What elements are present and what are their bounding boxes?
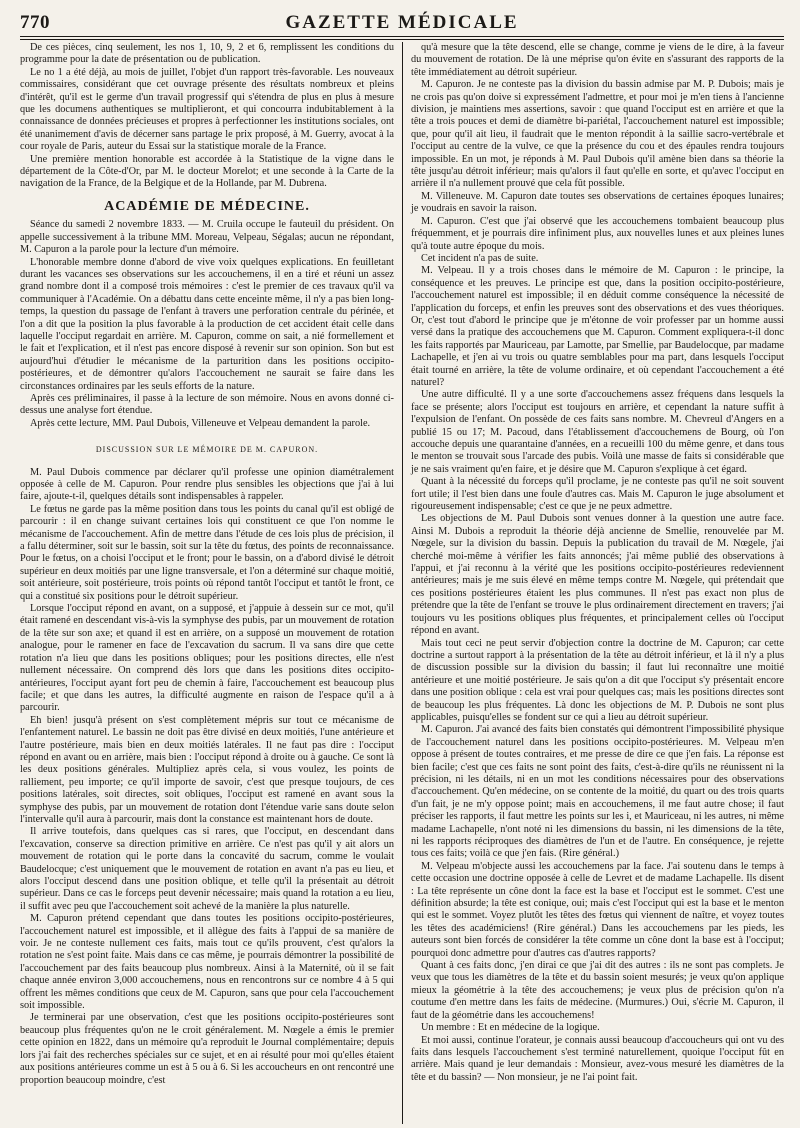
section-subtitle: DISCUSSION SUR LE MÉMOIRE DE M. CAPURON. bbox=[95, 445, 319, 455]
paragraph: M. Capuron. Je ne conteste pas la division du bassin admise par M. P. Dubois; mais je ne crois pas qu'on doive si expressément l'admettre, et pour moi je m'en tiens à l'ancienne division, je maintiens mes assertions, savoir : que quand l'occiput est en arrière et que la tête a trois pouces et demi de diamètre bi-pariétal, l'accouchement naturel est impossible; que, pour qu'il ait lieu, il faudrait que le menton répondit à la saillie sacro-vertébrale et l'occiput au centre de la vulve, ce que la présence du cou et des épaules rendra toujours impossible. En un mot, je réponds à M. Paul Dubois qu'il amène bien dans sa théorie la tête jusqu'au détroit inférieur; mais qu'alors il faut qu'elle en sorte, et qu'avec l'occiput en arrière il n'a nullement prouvé que cela fût possible. bbox=[411, 79, 784, 190]
header-rule bbox=[20, 36, 784, 40]
paragraph: Lorsque l'occiput répond en avant, on a supposé, et j'appuie à dessein sur ce mot, qu'il était ramené en descendant vis-à-vis la symphyse des pubis, par un mouvement de rotation de la tête sur son axe; et quand il est en arrière, on a supposé un mouvement de rotation analogue, pour le ramener en face de l'excavation du sacrum. Il va sans dire que cette rotation n'a lieu que dans les positions obliques; pour les positions directes, elle n'est nullement nécessaire. On comprend dès lors que dans les positions dites occipito-antérieures, l'occiput ayant fort peu de chemin à faire, l'accouchement est beaucoup plus facile; et que dans les autres, la difficulté augmente en raison de l'espace qu'il a à parcourir. bbox=[20, 603, 394, 714]
page-number: 770 bbox=[20, 12, 50, 33]
paragraph: M. Capuron. C'est que j'ai observé que les accouchemens tombaient beaucoup plus fréquemment, et je pourrais dire infiniment plus, aux nouvelles lunes et aux pleines lunes qu'à toute autre époque du mois. bbox=[411, 215, 784, 252]
paragraph: Cet incident n'a pas de suite. bbox=[421, 252, 539, 264]
paragraph: Quant à ces faits donc, j'en dirai ce que j'ai dit des autres : ils ne sont pas complets. Je veux que tous les diamètres de la tête et du bassin soient mesurés; je veux qu'on applique mieux la géométrie à la tête des accouchemens; je veux plus de précision qu'on n'a coutume d'en mettre dans les faits de médecine. (Murmures.) Oui, s'écrie M. Capuron, il faut de la géométrie dans les accouchemens! bbox=[411, 960, 784, 1021]
paragraph: Mais tout ceci ne peut servir d'objection contre la doctrine de M. Capuron; car cette doctrine a surtout rapport à la présentation de la tête au détroit inférieur, et là il n'y a plus de discussion possible sur la division du bassin; il faut lui reconnaître une moitié antérieure et une moitié postérieure. Je sais qu'on a dit que l'occiput s'y présentait encore dans une position oblique : cela est vrai pour quelques cas; mais les positions directes sont de beaucoup les plus fréquentes. Là donc les objections de M. P. Dubois ne sont plus applicables, puisqu'elles se fondent sur ce qui a lieu au détroit supérieur. bbox=[411, 637, 784, 723]
paragraph: Après cette lecture, MM. Paul Dubois, Villeneuve et Velpeau demandent la parole. bbox=[30, 417, 371, 429]
masthead-title: GAZETTE MÉDICALE bbox=[285, 12, 519, 33]
paragraph: Séance du samedi 2 novembre 1833. — M. Cruila occupe le fauteuil du président. On appelle successivement à la tribune MM. Moreau, Velpeau, Ségalas; aucun ne répondant, M. Capuron a la parole pour la lecture d'un mémoire. bbox=[20, 219, 394, 256]
paragraph: Une première mention honorable est accordée à la Statistique de la vigne dans le département de la Côte-d'Or, par M. le docteur Morelot; et une seconde à la Carte de la navigation de la France, de la Belgique et de la Hollande, par M. Dubrena. bbox=[20, 153, 394, 190]
paragraph: Une autre difficulté. Il y a une sorte d'accouchemens assez fréquens dans lesquels la face se présente; alors l'occiput est toujours en arrière, et cependant la nature suffit à l'expulsion de l'enfant. On possède de ces faits sans nombre. M. Chevreul d'Angers en a publié 15 ou 17; M. Pacoud, dans l'établissement d'accouchemens de Bourg, où l'on accouche depuis une quarantaine d'années, en a recueilli 100 du même genre, et dans tous le menton se trouvait sous l'arcade des pubis. Voilà une masse de faits si considérable que je ne sais vraiment qu'en faire, et je désire que M. Capuron s'explique à cet égard. bbox=[411, 389, 784, 475]
paragraph: Eh bien! jusqu'à présent on s'est complètement mépris sur tout ce mécanisme de l'enfantement naturel. Le bassin ne doit pas être divisé en deux moitiés, l'une antérieure et l'autre postérieure, mais bien en deux moitiés latérales. Il ne faut pas dire : l'occiput répond en avant ou en arrière, mais bien : l'occiput répond à droite ou à gauche. Ce sont là les deux positions générales. Multipliez après cela, si vous voulez, les points de ralliement, peu importe; ce qu'il importe de savoir, c'est que presque toujours, de ces positions latérales, soit directes, soit obliques, l'occiput est ramené en avant sous la symphyse des pubis, par un mouvement de rotation dont l'étendue varie sans doute selon l'intervalle qu'il aura à parcourir, mais dont la constance est maintenant hors de doute. bbox=[20, 714, 394, 825]
paragraph: Le no 1 a été déjà, au mois de juillet, l'objet d'un rapport très-favorable. Les nouveaux commissaires, considérant que cet ouvrage présente des résultats nombreux et pleins d'intérêt, qu'il est le germe d'un travail progressif qui s'étendra de plus en plus à mesure que les documens authentiques se multiplieront, et qui concourra indubitablement à la connaissance de données précieuses et propres à perfectionner les institutions sociales, ont été unanimement d'avis de décerner sans partage le prix proposé, à M. Guerry, avocat à la cour royale de Paris, auteur du Essai sur la statistique morale de la France. bbox=[20, 66, 394, 153]
page-header bbox=[20, 0, 784, 34]
paragraph: L'honorable membre donne d'abord de vive voix quelques explications. En feuilletant durant les vacances ses observations sur les accouchemens, il en a tiré et réuni un assez grand nombre dont il a composé trois mémoires : c'est le premier de ces travaux qu'il va communiquer à l'Académie. On a débattu dans cette enceinte même, il n'y a pas bien long-temps, la question du passage de l'enfant à travers une perforation centrale du périnée, et l'on a dit que la position la plus favorable à la production de cet accident était celle dans laquelle l'occiput regardait en arrière. M. Capuron, comme on sait, a nié formellement et le fait et l'explication, et il n'est pas encore disposé à revenir sur son opinion. Son but est aujourd'hui d'étudier le mécanisme de la parturition dans les positions occipito-postérieures, et de démontrer qu'alors l'accouchement ne saurait se faire dans les circonstances ordinaires par les seuls efforts de la nature. bbox=[20, 256, 394, 392]
left-column bbox=[20, 42, 402, 1124]
paragraph: Et moi aussi, continue l'orateur, je connais aussi beaucoup d'accoucheurs qui ont vu des faits dans lesquels l'accouchement s'est terminé naturellement, quoique l'occiput fût en arrière. Mais quand je leur demandais : Monsieur, avez-vous mesuré les diamètres de la tête et du bassin? — Non monsieur, je ne l'ai point fait. bbox=[411, 1034, 784, 1083]
paragraph: Les objections de M. Paul Dubois sont venues donner à la question une autre face. Ainsi M. Dubois a reproduit la théorie déjà ancienne de Smellie, renouvelée par M. Nœgele, sur la division du bassin. Depuis la publication du travail de M. Nœgele, j'ai cherché moi-même à vérifier les faits annoncés; j'ai même publié des observations à l'appui, et j'ai reconnu à la vérité que les positions occipito-postérieures redeviennent antérieures; mais je me suis élevé en même temps contre M. Nœgele, qui prétendait que ces positions postérieures étaient les plus communes. Il n'est pas exact non plus de prétendre que la tête de l'enfant se trouve le plus ordinairement directement en travers; j'ai toujours vu les positions obliques plus fréquentes, et principalement celles où l'occiput répond en avant. bbox=[411, 513, 784, 637]
paragraph: Après ces préliminaires, il passe à la lecture de son mémoire. Nous en avons donné ci-dessus une analyse fort étendue. bbox=[20, 392, 394, 417]
paragraph: Il arrive toutefois, dans quelques cas si rares, que l'occiput, en descendant dans l'excavation, conserve sa direction primitive en arrière. Ce n'est pas qu'il y ait alors un mouvement de rotation qui le porte dans la concavité du sacrum, comme le voulait Baudelocque; c'est uniquement que le mouvement de rotation en avant n'a pas eu lieu, et alors l'occiput descend dans une position oblique, et telle qu'il la présentait au détroit supérieur. Dans ce cas le forceps peut devenir nécessaire; mais quand la rotation a eu lieu, il suffit avec peu que l'accouchement soit achevé de la manière la plus naturelle. bbox=[20, 826, 394, 912]
text-columns bbox=[20, 42, 784, 1124]
section-title: ACADÉMIE DE MÉDECINE. bbox=[104, 198, 310, 214]
paragraph: Quant à la nécessité du forceps qu'il proclame, je ne conteste pas qu'il ne soit souvent fort utile; il l'est bien dans une foule d'autres cas. Mais M. Capuron le juge absolument et rigoureusement indispensable; c'est ce que je ne peux admettre. bbox=[411, 476, 784, 513]
paragraph: Un membre : Et en médecine de la logique. bbox=[421, 1022, 600, 1034]
paragraph: M. Paul Dubois commence par déclarer qu'il professe une opinion diamétralement opposée à celle de M. Capuron. Pour rendre plus sensibles les objections que j'ai à lui faire, ajoute-t-il, quelques détails sont indispensables à rappeler. bbox=[20, 466, 394, 503]
right-column bbox=[402, 42, 784, 1124]
paragraph: qu'à mesure que la tête descend, elle se change, comme je viens de le dire, à la faveur du mouvement de rotation. De là une méprise qu'on évite en s'assurant des rapports de la tête immédiatement au détroit supérieur. bbox=[411, 42, 784, 78]
paragraph: Le fœtus ne garde pas la même position dans tous les points du canal qu'il est obligé de parcourir : il en change suivant certaines lois qui constituent ce que l'on nomme le mécanisme de l'accouchement. Afin de mettre dans l'étude de ces lois plus de précision, il a fallu déterminer, soit sur le bassin, soit sur la tête du fœtus, des points de reconnaissance. Pour le fœtus, on a choisi l'occiput et le front; pour le bassin, on a d'abord divisé le détroit supérieur en deux moitiés par une ligne transversale, et l'on a déterminé sur chaque moitié, soit antérieure, soit postérieure, trois points où répond tantôt l'occiput et tantôt le front, ce qui a constitué six positions pour le détroit supérieur. bbox=[20, 503, 394, 602]
paragraph: M. Velpeau m'objecte aussi les accouchemens par la face. J'ai soutenu dans le temps à cette occasion une doctrine opposée à celle de Levret et de madame Lachapelle. Ils disent : La tête représente un cône dont la face est la base et l'occiput est le sommet. C'est une définition absurde; la tête est conique, oui; mais c'est l'occiput qui est la base et le menton qui est le sommet. Voyez plutôt les têtes des fœtus qui viennent de naître, et voyez toutes les têtes des académiciens! (Rire général.) Dans les accouchemens par les pieds, les auteurs sont bien forcés de considérer la tête comme un cône dont la base est à l'occiput; pourquoi donc admettre pour d'autres cas d'autres rapports? bbox=[411, 860, 784, 959]
paragraph: M. Capuron prétend cependant que dans toutes les positions occipito-postérieures, l'accouchement naturel est impossible, et il allègue des faits à l'appui de sa manière de voir. Je ne conteste nullement ces faits, mais tout ce qu'ils prouvent, c'est qu'alors la rotation ne s'est point faite. Mais dans ce cas même, je pourrais démontrer la possibilité de l'accouchement par des faits beaucoup plus nombreux. Ainsi à la Maternité, où il se fait chaque année environ 3,000 accouchemens, nous en rencontrons sur ce nombre 4 à 5 qui offrent les mêmes conditions que ceux de M. Capuron, sans que pour cela l'accouchement soit impossible. bbox=[20, 913, 394, 1012]
paragraph: De ces pièces, cinq seulement, les nos 1, 10, 9, 2 et 6, remplissent les conditions du programme pour la date de présentation ou de publication. bbox=[20, 42, 394, 66]
paragraph: Je terminerai par une observation, c'est que les positions occipito-postérieures sont beaucoup plus fréquentes qu'on ne le croit généralement. M. Nœgele a émis le premier cette opinion en 1822, dans un mémoire qu'a reproduit le Journal complémentaire; depuis lors j'ai fait des recherches spéciales sur ce sujet, et en ai résulté pour moi qu'elles étaient aux positions antérieures comme un est à 5 ou à 6. Si les accoucheurs en ont rencontré une proportion beaucoup moindre, c'est bbox=[20, 1012, 394, 1086]
paragraph: M. Capuron. J'ai avancé des faits bien constatés qui démontrent l'impossibilité physique de l'accouchement naturel dans les positions occipito-postérieures. M. Velpeau m'en oppose à présent de toutes contraires, et me presse de dire ce que j'en fais. La réponse est bien facile; c'est que ces faits ne sont point des faits, c'est-à-dire qu'ils ne réunissent ni la précision, ni les détails, ni en un mot les conditions nécessaires pour des observations d'accouchement. Qu'en médecine, on se contente de la moitié, du quart ou des trois quarts d'un fait, je ne m'y oppose point; mais en accouchemens, il me faut autre chose; il faut préciser les rapports, il faut mettre les points sur les i, et Mauriceau, ni les autres, ni même madame Lachapelle, n'ont noté ni les dimensions du bassin, ni les dimensions de la tête, ni les rapports réciproques des diamètres de l'un et de l'autre. En conséquence, je rejette tous ces faits; voilà ce que j'en fais. (Rire général.) bbox=[411, 724, 784, 860]
paragraph: M. Velpeau. Il y a trois choses dans le mémoire de M. Capuron : le principe, la conséquence et les preuves. Le principe est que, dans la position occipito-postérieure, l'accouchement naturel est impossible; il en déduit comme conséquence la nécessité de l'application du forceps, et enfin les preuves sont des observations et des vues théoriques. Or, c'est tout d'abord le principe que je m'étonne de voir professer par un homme aussi versé dans la pratique des accouchemens que M. Capuron. Comment expliquera-t-il donc les faits rapportés par Mauriceau, par Lamotte, par Smellie, par Baudelocque, par madame Lachapelle, et j'en ai vu trois ou quatre semblables pour ma part, dans lesquels l'occiput était tourné en arrière, la tête de volume ordinaire, et où cependant l'accouchement a été naturel? bbox=[411, 265, 784, 388]
paragraph: M. Villeneuve. M. Capuron date toutes ses observations de certaines époques lunaires; je voudrais en savoir la raison. bbox=[411, 190, 784, 215]
